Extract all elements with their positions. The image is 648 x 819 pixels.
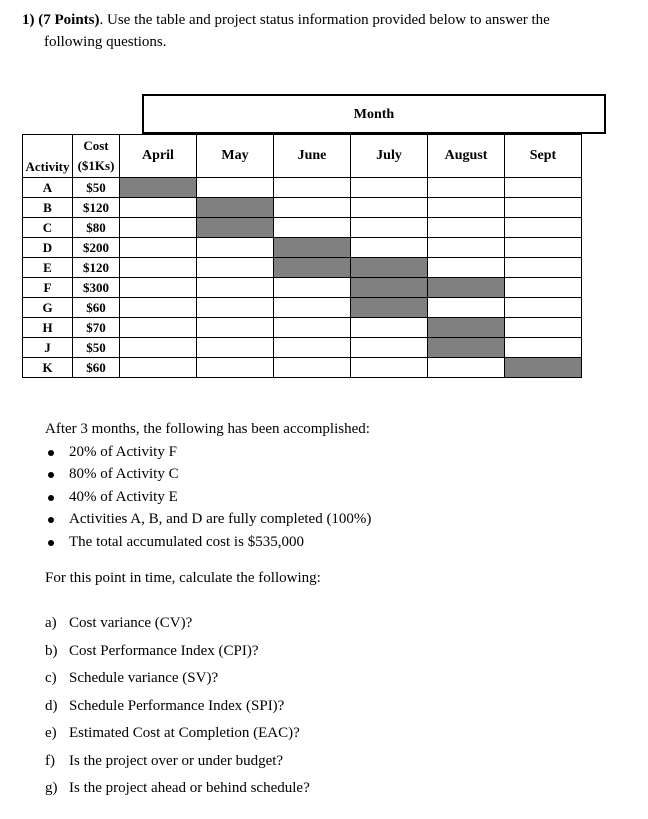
schedule-empty-cell bbox=[428, 298, 505, 318]
schedule-empty-cell bbox=[274, 278, 351, 298]
gantt-row bbox=[23, 278, 582, 298]
question-item bbox=[45, 750, 310, 778]
question-item bbox=[45, 612, 310, 640]
schedule-empty-cell bbox=[351, 178, 428, 198]
schedule-empty-cell bbox=[197, 238, 274, 258]
schedule-bar-cell bbox=[197, 218, 274, 238]
schedule-empty-cell bbox=[274, 198, 351, 218]
activity-cost: $300 bbox=[73, 278, 120, 298]
question-line-1 bbox=[22, 9, 550, 31]
question-text: Schedule variance (SV)? bbox=[69, 670, 219, 686]
schedule-empty-cell bbox=[351, 198, 428, 218]
question-text: Schedule Performance Index (SPI)? bbox=[69, 697, 285, 714]
status-item: 40% of Activity E bbox=[45, 486, 371, 509]
schedule-empty-cell bbox=[274, 338, 351, 358]
month-april: April bbox=[120, 135, 197, 178]
schedule-bar-cell bbox=[351, 298, 428, 318]
gantt-table bbox=[22, 134, 582, 378]
schedule-empty-cell bbox=[120, 358, 197, 378]
gantt-row bbox=[23, 338, 582, 358]
schedule-empty-cell bbox=[505, 318, 582, 338]
schedule-empty-cell bbox=[120, 198, 197, 218]
schedule-empty-cell bbox=[428, 218, 505, 238]
status-item: 20% of Activity F bbox=[45, 441, 371, 464]
question-text: Cost variance (CV)? bbox=[69, 615, 193, 631]
gantt-row bbox=[23, 258, 582, 278]
schedule-empty-cell bbox=[274, 178, 351, 198]
schedule-empty-cell bbox=[428, 258, 505, 278]
activity-cost: $50 bbox=[73, 338, 120, 358]
cost-header bbox=[73, 135, 120, 178]
activity-cost: $70 bbox=[73, 318, 120, 338]
activity-label: A bbox=[23, 178, 73, 198]
schedule-empty-cell bbox=[505, 338, 582, 358]
activity-cost: $120 bbox=[73, 198, 120, 218]
activity-cost: $200 bbox=[73, 238, 120, 258]
activity-cost: $80 bbox=[73, 218, 120, 238]
gantt-row bbox=[23, 178, 582, 198]
activity-label: J bbox=[23, 338, 73, 358]
activity-label: D bbox=[23, 238, 73, 258]
schedule-empty-cell bbox=[197, 278, 274, 298]
gantt-row bbox=[23, 218, 582, 238]
status-list bbox=[45, 441, 371, 554]
schedule-empty-cell bbox=[351, 338, 428, 358]
schedule-empty-cell bbox=[428, 198, 505, 218]
calc-prompt: For this point in time, calculate the following: bbox=[45, 570, 321, 586]
schedule-empty-cell bbox=[274, 318, 351, 338]
month-may: May bbox=[197, 135, 274, 178]
status-item: 80% of Activity C bbox=[45, 463, 371, 486]
schedule-bar-cell bbox=[274, 258, 351, 278]
cost-header-label: Cost bbox=[83, 138, 109, 153]
activity-label: K bbox=[23, 358, 73, 378]
question-letter: d) bbox=[45, 697, 58, 714]
month-sept: Sept bbox=[505, 135, 582, 178]
schedule-empty-cell bbox=[351, 318, 428, 338]
activity-label: F bbox=[23, 278, 73, 298]
question-item bbox=[45, 695, 310, 723]
question-text: Is the project over or under budget? bbox=[69, 752, 284, 769]
question-text-2: following questions. bbox=[44, 34, 167, 50]
month-header-box bbox=[142, 94, 606, 134]
activity-cost: $120 bbox=[73, 258, 120, 278]
schedule-empty-cell bbox=[428, 238, 505, 258]
schedule-empty-cell bbox=[505, 238, 582, 258]
schedule-bar-cell bbox=[120, 178, 197, 198]
schedule-empty-cell bbox=[274, 298, 351, 318]
question-letter: g) bbox=[45, 780, 58, 796]
schedule-empty-cell bbox=[197, 178, 274, 198]
schedule-empty-cell bbox=[120, 338, 197, 358]
schedule-empty-cell bbox=[505, 298, 582, 318]
activity-label: G bbox=[23, 298, 73, 318]
schedule-empty-cell bbox=[120, 298, 197, 318]
question-item bbox=[45, 722, 310, 750]
question-letter: e) bbox=[45, 725, 57, 741]
schedule-bar-cell bbox=[351, 278, 428, 298]
schedule-empty-cell bbox=[505, 178, 582, 198]
schedule-empty-cell bbox=[120, 318, 197, 338]
month-august: August bbox=[428, 135, 505, 178]
month-header: Month bbox=[353, 107, 395, 122]
schedule-empty-cell bbox=[351, 218, 428, 238]
schedule-empty-cell bbox=[505, 278, 582, 298]
question-item bbox=[45, 640, 310, 668]
schedule-empty-cell bbox=[197, 258, 274, 278]
gantt-row bbox=[23, 238, 582, 258]
question-letter: f) bbox=[45, 752, 55, 769]
question-letter: c) bbox=[45, 670, 57, 686]
status-item: The total accumulated cost is $535,000 bbox=[45, 531, 371, 554]
gantt-row bbox=[23, 318, 582, 338]
schedule-empty-cell bbox=[120, 258, 197, 278]
month-july: July bbox=[351, 135, 428, 178]
schedule-empty-cell bbox=[505, 258, 582, 278]
schedule-empty-cell bbox=[120, 278, 197, 298]
schedule-empty-cell bbox=[197, 358, 274, 378]
gantt-row bbox=[23, 298, 582, 318]
question-points: (7 Points) bbox=[38, 12, 100, 28]
activity-header: Activity bbox=[23, 135, 73, 178]
gantt-header-row bbox=[23, 135, 582, 178]
question-number: 1) bbox=[22, 12, 35, 28]
schedule-empty-cell bbox=[505, 218, 582, 238]
schedule-empty-cell bbox=[197, 298, 274, 318]
activity-cost: $60 bbox=[73, 358, 120, 378]
question-letter: a) bbox=[45, 615, 57, 631]
schedule-bar-cell bbox=[428, 278, 505, 298]
question-text: Is the project ahead or behind schedule? bbox=[69, 780, 310, 796]
question-item bbox=[45, 667, 310, 695]
schedule-empty-cell bbox=[120, 238, 197, 258]
question-text-1: . Use the table and project status information provided below to answer the bbox=[99, 12, 550, 28]
question-header bbox=[22, 9, 550, 53]
schedule-empty-cell bbox=[351, 358, 428, 378]
activity-label: E bbox=[23, 258, 73, 278]
schedule-bar-cell bbox=[505, 358, 582, 378]
activity-cost: $60 bbox=[73, 298, 120, 318]
schedule-bar-cell bbox=[197, 198, 274, 218]
cost-header-unit: ($1Ks) bbox=[77, 158, 115, 173]
status-intro: After 3 months, the following has been accomplished: bbox=[45, 421, 370, 437]
status-item: Activities A, B, and D are fully completed (100%) bbox=[45, 508, 371, 531]
schedule-bar-cell bbox=[428, 318, 505, 338]
schedule-empty-cell bbox=[197, 318, 274, 338]
schedule-empty-cell bbox=[197, 338, 274, 358]
schedule-empty-cell bbox=[351, 238, 428, 258]
activity-cost: $50 bbox=[73, 178, 120, 198]
schedule-empty-cell bbox=[274, 218, 351, 238]
schedule-empty-cell bbox=[428, 178, 505, 198]
question-item bbox=[45, 777, 310, 805]
activity-label: H bbox=[23, 318, 73, 338]
question-letter: b) bbox=[45, 642, 58, 659]
question-list bbox=[45, 612, 310, 805]
schedule-empty-cell bbox=[274, 358, 351, 378]
activity-label: B bbox=[23, 198, 73, 218]
schedule-bar-cell bbox=[274, 238, 351, 258]
gantt-row bbox=[23, 358, 582, 378]
question-text: Cost Performance Index (CPI)? bbox=[69, 642, 259, 659]
question-text: Estimated Cost at Completion (EAC)? bbox=[69, 725, 300, 741]
schedule-empty-cell bbox=[505, 198, 582, 218]
schedule-bar-cell bbox=[428, 338, 505, 358]
schedule-empty-cell bbox=[120, 218, 197, 238]
schedule-bar-cell bbox=[351, 258, 428, 278]
schedule-empty-cell bbox=[428, 358, 505, 378]
status-section bbox=[45, 418, 371, 553]
gantt-row bbox=[23, 198, 582, 218]
activity-label: C bbox=[23, 218, 73, 238]
month-june: June bbox=[274, 135, 351, 178]
